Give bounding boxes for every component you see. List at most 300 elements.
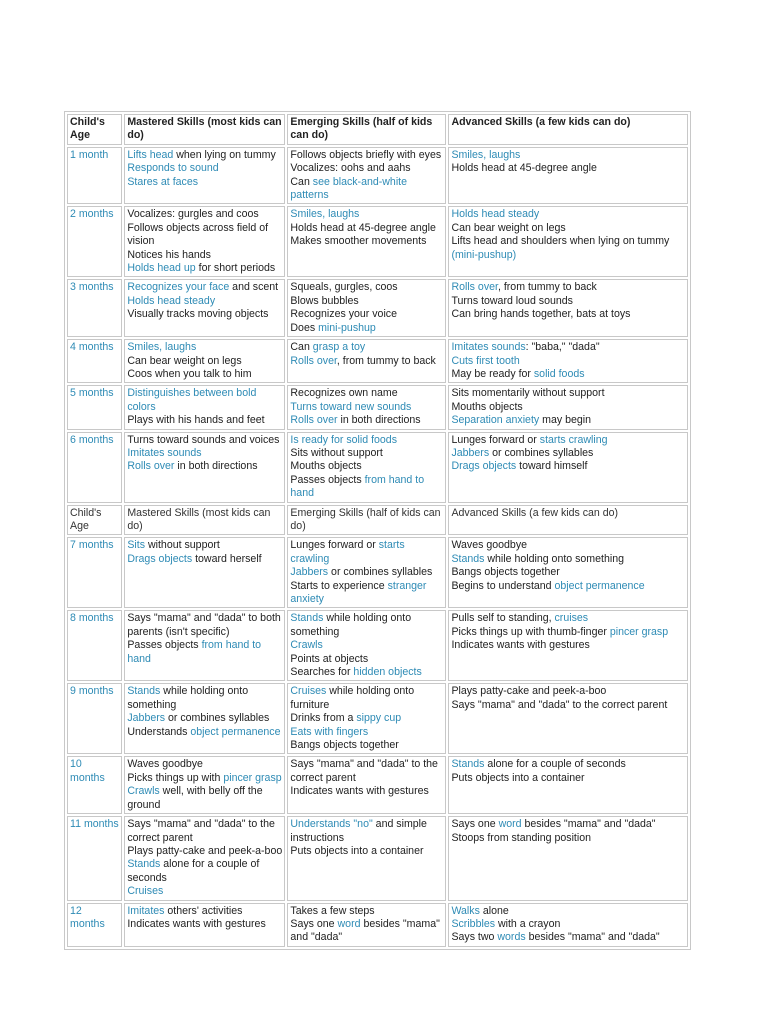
mastered-cell: [124, 537, 285, 608]
skill-link[interactable]: cruises: [554, 612, 589, 625]
skill-text: , from tummy to back: [497, 281, 597, 294]
skill-text: Squeals, gurgles, coos: [290, 281, 398, 294]
skill-text: while holding onto something: [127, 685, 249, 711]
skill-link[interactable]: Stands: [290, 612, 324, 625]
skill-text: for short periods: [195, 262, 276, 275]
skill-line: [290, 387, 443, 400]
skill-line: [290, 918, 443, 945]
skill-text: Can bring hands together, bats at toys: [451, 308, 631, 321]
skill-line: [290, 414, 443, 427]
skill-line: [127, 885, 282, 898]
skill-line: [290, 758, 443, 785]
skill-line: [290, 355, 443, 368]
mastered-cell: [124, 903, 285, 947]
skill-line: [290, 539, 443, 566]
skill-line: [451, 434, 685, 447]
skill-text: Plays patty-cake and peek-a-boo: [127, 844, 283, 857]
skill-link[interactable]: Smiles, laughs: [127, 341, 197, 354]
emerging-cell: [287, 816, 446, 900]
skill-text: Says "mama" and "dada" to the correct parent: [290, 758, 438, 784]
skill-text: and simple instructions: [290, 818, 427, 844]
skill-link[interactable]: Is ready for solid foods: [290, 433, 397, 446]
skill-line: [127, 387, 282, 414]
skill-link[interactable]: Smiles, laughs: [290, 208, 360, 221]
skill-text: Starts to experience: [290, 579, 388, 592]
skill-line: [290, 222, 443, 235]
skill-line: [451, 162, 685, 175]
skill-text: Can: [290, 341, 313, 354]
table-row: [67, 206, 688, 277]
skill-line: [127, 208, 282, 221]
age-cell[interactable]: 1 month: [67, 147, 122, 205]
skill-line: [290, 474, 443, 501]
age-cell[interactable]: 3 months: [67, 279, 122, 337]
skill-line: [290, 639, 443, 652]
skill-line: [290, 739, 443, 752]
skill-link[interactable]: stranger anxiety: [290, 579, 427, 605]
skill-link[interactable]: Lifts head: [127, 148, 174, 161]
skill-line: [127, 685, 282, 712]
skill-text: or combines syllables: [328, 566, 433, 579]
skill-text: Turns toward sounds and voices: [127, 433, 280, 446]
skill-line: [127, 845, 282, 858]
skill-line: [127, 368, 282, 381]
skill-text: toward herself: [192, 552, 262, 565]
mastered-cell: [124, 756, 285, 814]
skill-text: Says one: [290, 917, 338, 930]
skill-line: [290, 281, 443, 294]
skill-line: [290, 460, 443, 473]
skill-text: Sits without support: [290, 446, 383, 459]
skill-text: Indicates wants with gestures: [290, 785, 429, 798]
skill-text: Bangs objects together: [451, 566, 560, 579]
skill-line: [451, 368, 685, 381]
skill-text: well, with belly off the ground: [127, 785, 263, 811]
skill-text: Indicates wants with gestures: [451, 639, 590, 652]
skill-text: : "baba," "dada": [525, 341, 600, 354]
skill-link[interactable]: hidden objects: [353, 666, 422, 679]
skill-text: Mouths objects: [451, 400, 523, 413]
skill-text: Puts objects into a container: [451, 771, 585, 784]
header-advanced: Advanced Skills (a few kids can do): [448, 114, 688, 145]
skill-line: [451, 639, 685, 652]
skill-text: besides "mama" and "dada": [521, 818, 656, 831]
skill-line: [127, 539, 282, 552]
emerging-cell: [287, 756, 446, 814]
table-row: [67, 147, 688, 205]
skill-line: [451, 355, 685, 368]
skill-line: [290, 653, 443, 666]
skill-line: [127, 162, 282, 175]
skill-text: and scent: [229, 281, 279, 294]
skill-line: [451, 905, 685, 918]
skill-line: [127, 712, 282, 725]
header-age: Child's Age: [67, 114, 122, 145]
age-cell: Child's Age: [67, 505, 122, 536]
skill-text: while holding onto something: [484, 552, 624, 565]
skill-line: [127, 149, 282, 162]
skill-text: Passes objects: [290, 473, 365, 486]
skill-link[interactable]: Stands: [451, 758, 485, 771]
skill-link[interactable]: Distinguishes between bold colors: [127, 387, 257, 413]
skill-link[interactable]: Imitates: [127, 904, 165, 917]
skill-line: [127, 355, 282, 368]
advanced-cell: [448, 537, 688, 608]
skill-line: [127, 785, 282, 812]
emerging-cell: [287, 147, 446, 205]
skill-line: [290, 507, 443, 534]
table-row: [67, 432, 688, 503]
table-row: [67, 610, 688, 681]
age-cell[interactable]: 11 months: [67, 816, 122, 900]
mastered-cell: [124, 339, 285, 383]
skill-line: [451, 341, 685, 354]
skill-link[interactable]: Cuts first tooth: [451, 354, 520, 367]
skill-link[interactable]: Smiles, laughs: [451, 148, 521, 161]
skill-text: in both directions: [337, 414, 421, 427]
skill-line: [127, 905, 282, 918]
skill-text: Can: [290, 175, 313, 188]
skill-link[interactable]: solid foods: [533, 367, 585, 380]
skill-text: Picks things up with: [127, 771, 224, 784]
skill-line: [451, 208, 685, 221]
skill-text: Advanced Skills (a few kids can do): [451, 506, 619, 519]
skill-text: Notices his hands: [127, 248, 211, 261]
skill-text: Takes a few steps: [290, 904, 375, 917]
skill-link[interactable]: Recognizes your face: [127, 281, 230, 294]
skill-line: [127, 281, 282, 294]
skill-text: Searches for: [290, 666, 354, 679]
skill-line: [451, 414, 685, 427]
skill-text: toward himself: [516, 460, 588, 473]
skill-text: Understands: [127, 725, 191, 738]
skill-text: Bangs objects together: [290, 739, 399, 752]
age-cell[interactable]: 2 months: [67, 206, 122, 277]
advanced-cell: [448, 279, 688, 337]
skill-line: [127, 507, 282, 534]
skill-line: [290, 322, 443, 335]
emerging-cell: [287, 279, 446, 337]
emerging-cell: [287, 206, 446, 277]
skill-line: [290, 235, 443, 248]
skill-link[interactable]: Holds head up: [127, 262, 196, 275]
skill-link[interactable]: pincer grasp: [223, 771, 282, 784]
advanced-cell: [448, 206, 688, 277]
skill-link[interactable]: Responds to sound: [127, 162, 219, 175]
skill-line: [127, 222, 282, 249]
skill-line: [451, 612, 685, 625]
skill-line: [290, 785, 443, 798]
skill-text: Can bear weight on legs: [127, 354, 242, 367]
skill-text: Mouths objects: [290, 460, 362, 473]
age-cell[interactable]: 7 months: [67, 537, 122, 608]
advanced-cell: [448, 147, 688, 205]
table-row: [67, 903, 688, 947]
skill-line: [127, 308, 282, 321]
skill-text: Says one: [451, 818, 499, 831]
skill-link[interactable]: object permanence: [554, 579, 645, 592]
advanced-cell: [448, 505, 688, 536]
mastered-cell: [124, 206, 285, 277]
skill-link[interactable]: Rolls over: [290, 414, 338, 427]
skill-line: [290, 295, 443, 308]
mastered-cell: [124, 279, 285, 337]
skill-text: while holding onto something: [290, 612, 412, 638]
skill-text: alone for a couple of seconds: [127, 858, 260, 884]
emerging-cell: [287, 610, 446, 681]
skill-line: [290, 308, 443, 321]
skill-link[interactable]: see black-and-white patterns: [290, 175, 408, 202]
skill-text: Says "mama" and "dada" to the correct parent: [451, 698, 668, 711]
skill-link[interactable]: Scribbles: [451, 917, 496, 930]
skill-link[interactable]: Jabbers: [290, 566, 329, 579]
skill-link[interactable]: Jabbers: [451, 446, 490, 459]
table-row: [67, 756, 688, 814]
skill-link[interactable]: Holds head steady: [127, 294, 216, 307]
advanced-cell: [448, 432, 688, 503]
age-cell[interactable]: 8 months: [67, 610, 122, 681]
skill-line: [127, 414, 282, 427]
skill-text: or combines syllables: [165, 712, 270, 725]
skill-text: in both directions: [174, 460, 258, 473]
skill-line: [451, 401, 685, 414]
mastered-cell: [124, 610, 285, 681]
skill-text: Plays patty-cake and peek-a-boo: [451, 685, 607, 698]
skill-line: [451, 149, 685, 162]
skill-link[interactable]: Understands "no": [290, 818, 373, 831]
table-row: [67, 385, 688, 429]
emerging-cell: [287, 505, 446, 536]
skill-link[interactable]: word: [498, 818, 522, 831]
skill-text: Waves goodbye: [451, 539, 528, 552]
skill-line: [451, 460, 685, 473]
skill-link[interactable]: Jabbers: [127, 712, 166, 725]
skill-text: when lying on tummy: [173, 148, 276, 161]
skill-link[interactable]: Imitates sounds: [451, 341, 526, 354]
skill-line: [127, 553, 282, 566]
skill-line: [290, 208, 443, 221]
skill-text: Follows objects briefly with eyes: [290, 148, 442, 161]
skill-text: Says "mama" and "dada" to both parents (isn't specific): [127, 612, 281, 638]
emerging-cell: [287, 683, 446, 754]
skill-text: Turns toward loud sounds: [451, 294, 573, 307]
mastered-cell: [124, 816, 285, 900]
skill-line: [127, 176, 282, 189]
skill-link[interactable]: Sits: [127, 539, 146, 552]
skill-link[interactable]: Crawls: [290, 639, 323, 652]
age-cell[interactable]: 4 months: [67, 339, 122, 383]
skill-text: others' activities: [164, 904, 243, 917]
skill-link[interactable]: grasp a toy: [312, 341, 366, 354]
skill-text: Waves goodbye: [127, 758, 203, 771]
skill-line: [290, 341, 443, 354]
skill-line: [451, 235, 685, 262]
skill-line: [127, 447, 282, 460]
skill-line: [451, 447, 685, 460]
skill-line: [127, 295, 282, 308]
skill-line: [127, 434, 282, 447]
skill-text: Lunges forward or: [290, 539, 379, 552]
skill-link[interactable]: Cruises: [127, 885, 164, 898]
skill-text: Mastered Skills (most kids can do): [127, 506, 271, 532]
skill-line: [451, 308, 685, 321]
header-row: [67, 114, 688, 145]
skill-link[interactable]: Cruises: [290, 685, 327, 698]
skill-line: [290, 401, 443, 414]
skill-text: Says two: [451, 931, 498, 944]
skill-text: without support: [145, 539, 220, 552]
skill-text: Makes smoother movements: [290, 235, 427, 248]
skill-line: [451, 281, 685, 294]
skill-line: [290, 447, 443, 460]
skill-link[interactable]: Stands: [451, 552, 485, 565]
mastered-cell: [124, 683, 285, 754]
mastered-cell: [124, 147, 285, 205]
skill-line: [451, 626, 685, 639]
emerging-cell: [287, 432, 446, 503]
skill-link[interactable]: Stands: [127, 685, 161, 698]
skill-link[interactable]: starts crawling: [539, 433, 608, 446]
skill-line: [451, 918, 685, 931]
skill-line: [451, 699, 685, 712]
skill-line: [127, 249, 282, 262]
skill-line: [290, 149, 443, 162]
skill-text: Passes objects: [127, 639, 202, 652]
skill-text: Recognizes your voice: [290, 308, 397, 321]
skill-link[interactable]: pincer grasp: [609, 625, 669, 638]
skill-text: or combines syllables: [489, 446, 594, 459]
advanced-cell: [448, 683, 688, 754]
skill-line: [290, 176, 443, 203]
skill-line: [127, 772, 282, 785]
skill-link[interactable]: Holds head steady: [451, 208, 540, 221]
skill-link[interactable]: from hand to hand: [290, 473, 425, 500]
skill-link[interactable]: Stares at faces: [127, 175, 199, 188]
skill-text: Visually tracks moving objects: [127, 308, 269, 321]
table-row: [67, 683, 688, 754]
skill-text: Vocalizes: oohs and aahs: [290, 162, 411, 175]
skill-text: Emerging Skills (half of kids can do): [290, 506, 441, 532]
skill-link[interactable]: Rolls over: [127, 460, 175, 473]
skill-link[interactable]: from hand to hand: [127, 639, 262, 665]
skill-link[interactable]: (mini-pushup): [451, 248, 517, 261]
skill-link[interactable]: sippy cup: [356, 712, 402, 725]
skill-line: [290, 162, 443, 175]
skill-line: [451, 295, 685, 308]
skill-line: [451, 387, 685, 400]
table-row: [67, 537, 688, 608]
skill-line: [127, 918, 282, 931]
skill-line: [451, 832, 685, 845]
skill-line: [290, 818, 443, 845]
emerging-cell: [287, 339, 446, 383]
skill-line: [127, 639, 282, 666]
skill-line: [290, 845, 443, 858]
skill-line: [451, 772, 685, 785]
skill-link[interactable]: object permanence: [190, 725, 281, 738]
skill-text: , from tummy to back: [336, 354, 436, 367]
emerging-cell: [287, 903, 446, 947]
skill-link[interactable]: starts crawling: [290, 539, 405, 565]
skill-text: Coos when you talk to him: [127, 367, 252, 380]
skill-link[interactable]: word: [337, 917, 361, 930]
skill-line: [290, 712, 443, 725]
age-cell[interactable]: 5 months: [67, 385, 122, 429]
mastered-cell: [124, 432, 285, 503]
skill-link[interactable]: Stands: [127, 858, 161, 871]
skill-line: [127, 341, 282, 354]
skill-line: [290, 566, 443, 579]
skill-text: Lifts head and shoulders when lying on tummy: [451, 235, 670, 248]
age-cell[interactable]: 10 months: [67, 756, 122, 814]
skill-text: Indicates wants with gestures: [127, 917, 266, 930]
skill-link[interactable]: Imitates sounds: [127, 446, 202, 459]
skill-line: [290, 666, 443, 679]
age-cell[interactable]: 6 months: [67, 432, 122, 503]
skill-link[interactable]: Eats with fingers: [290, 725, 369, 738]
skill-line: [290, 726, 443, 739]
skill-line: [127, 858, 282, 885]
skill-link[interactable]: Turns toward new sounds: [290, 400, 412, 413]
skill-line: [290, 434, 443, 447]
skill-link[interactable]: Walks: [451, 904, 480, 917]
skill-text: Can bear weight on legs: [451, 221, 566, 234]
skill-text: Puts objects into a container: [290, 844, 424, 857]
advanced-cell: [448, 385, 688, 429]
skill-link[interactable]: Drags objects: [451, 460, 517, 473]
age-cell[interactable]: 9 months: [67, 683, 122, 754]
subheader-row: [67, 505, 688, 536]
skill-line: [451, 553, 685, 566]
skill-line: [290, 905, 443, 918]
advanced-cell: [448, 903, 688, 947]
skill-line: [451, 566, 685, 579]
skill-text: Picks things up with thumb-finger: [451, 625, 610, 638]
skill-text: alone: [479, 904, 509, 917]
milestones-table: [64, 111, 691, 950]
skill-line: [290, 685, 443, 712]
age-cell[interactable]: 12 months: [67, 903, 122, 947]
skill-link[interactable]: Crawls: [127, 785, 160, 798]
skill-link[interactable]: Rolls over: [290, 354, 337, 367]
skill-text: Lunges forward or: [451, 433, 540, 446]
skill-line: [451, 685, 685, 698]
skill-text: besides "mama" and "dada": [525, 931, 660, 944]
skill-text: Recognizes own name: [290, 387, 398, 400]
skill-link[interactable]: Separation anxiety: [451, 414, 540, 427]
skill-line: [451, 222, 685, 235]
skill-link[interactable]: words: [497, 931, 526, 944]
skill-line: [451, 580, 685, 593]
skill-line: [127, 262, 282, 275]
skill-text: Follows objects across field of vision: [127, 221, 269, 248]
skill-text: Holds head at 45-degree angle: [451, 162, 597, 175]
skill-line: [127, 758, 282, 771]
skill-line: [127, 612, 282, 639]
skill-line: [290, 580, 443, 607]
advanced-cell: [448, 610, 688, 681]
skill-line: [290, 612, 443, 639]
skill-link[interactable]: Rolls over: [451, 281, 498, 294]
emerging-cell: [287, 537, 446, 608]
mastered-cell: [124, 505, 285, 536]
skill-link[interactable]: Drags objects: [127, 552, 193, 565]
skill-link[interactable]: mini-pushup: [318, 321, 376, 334]
skill-line: [127, 726, 282, 739]
skill-line: [451, 507, 685, 520]
skill-text: Vocalizes: gurgles and coos: [127, 208, 259, 221]
skill-text: Blows bubbles: [290, 294, 359, 307]
